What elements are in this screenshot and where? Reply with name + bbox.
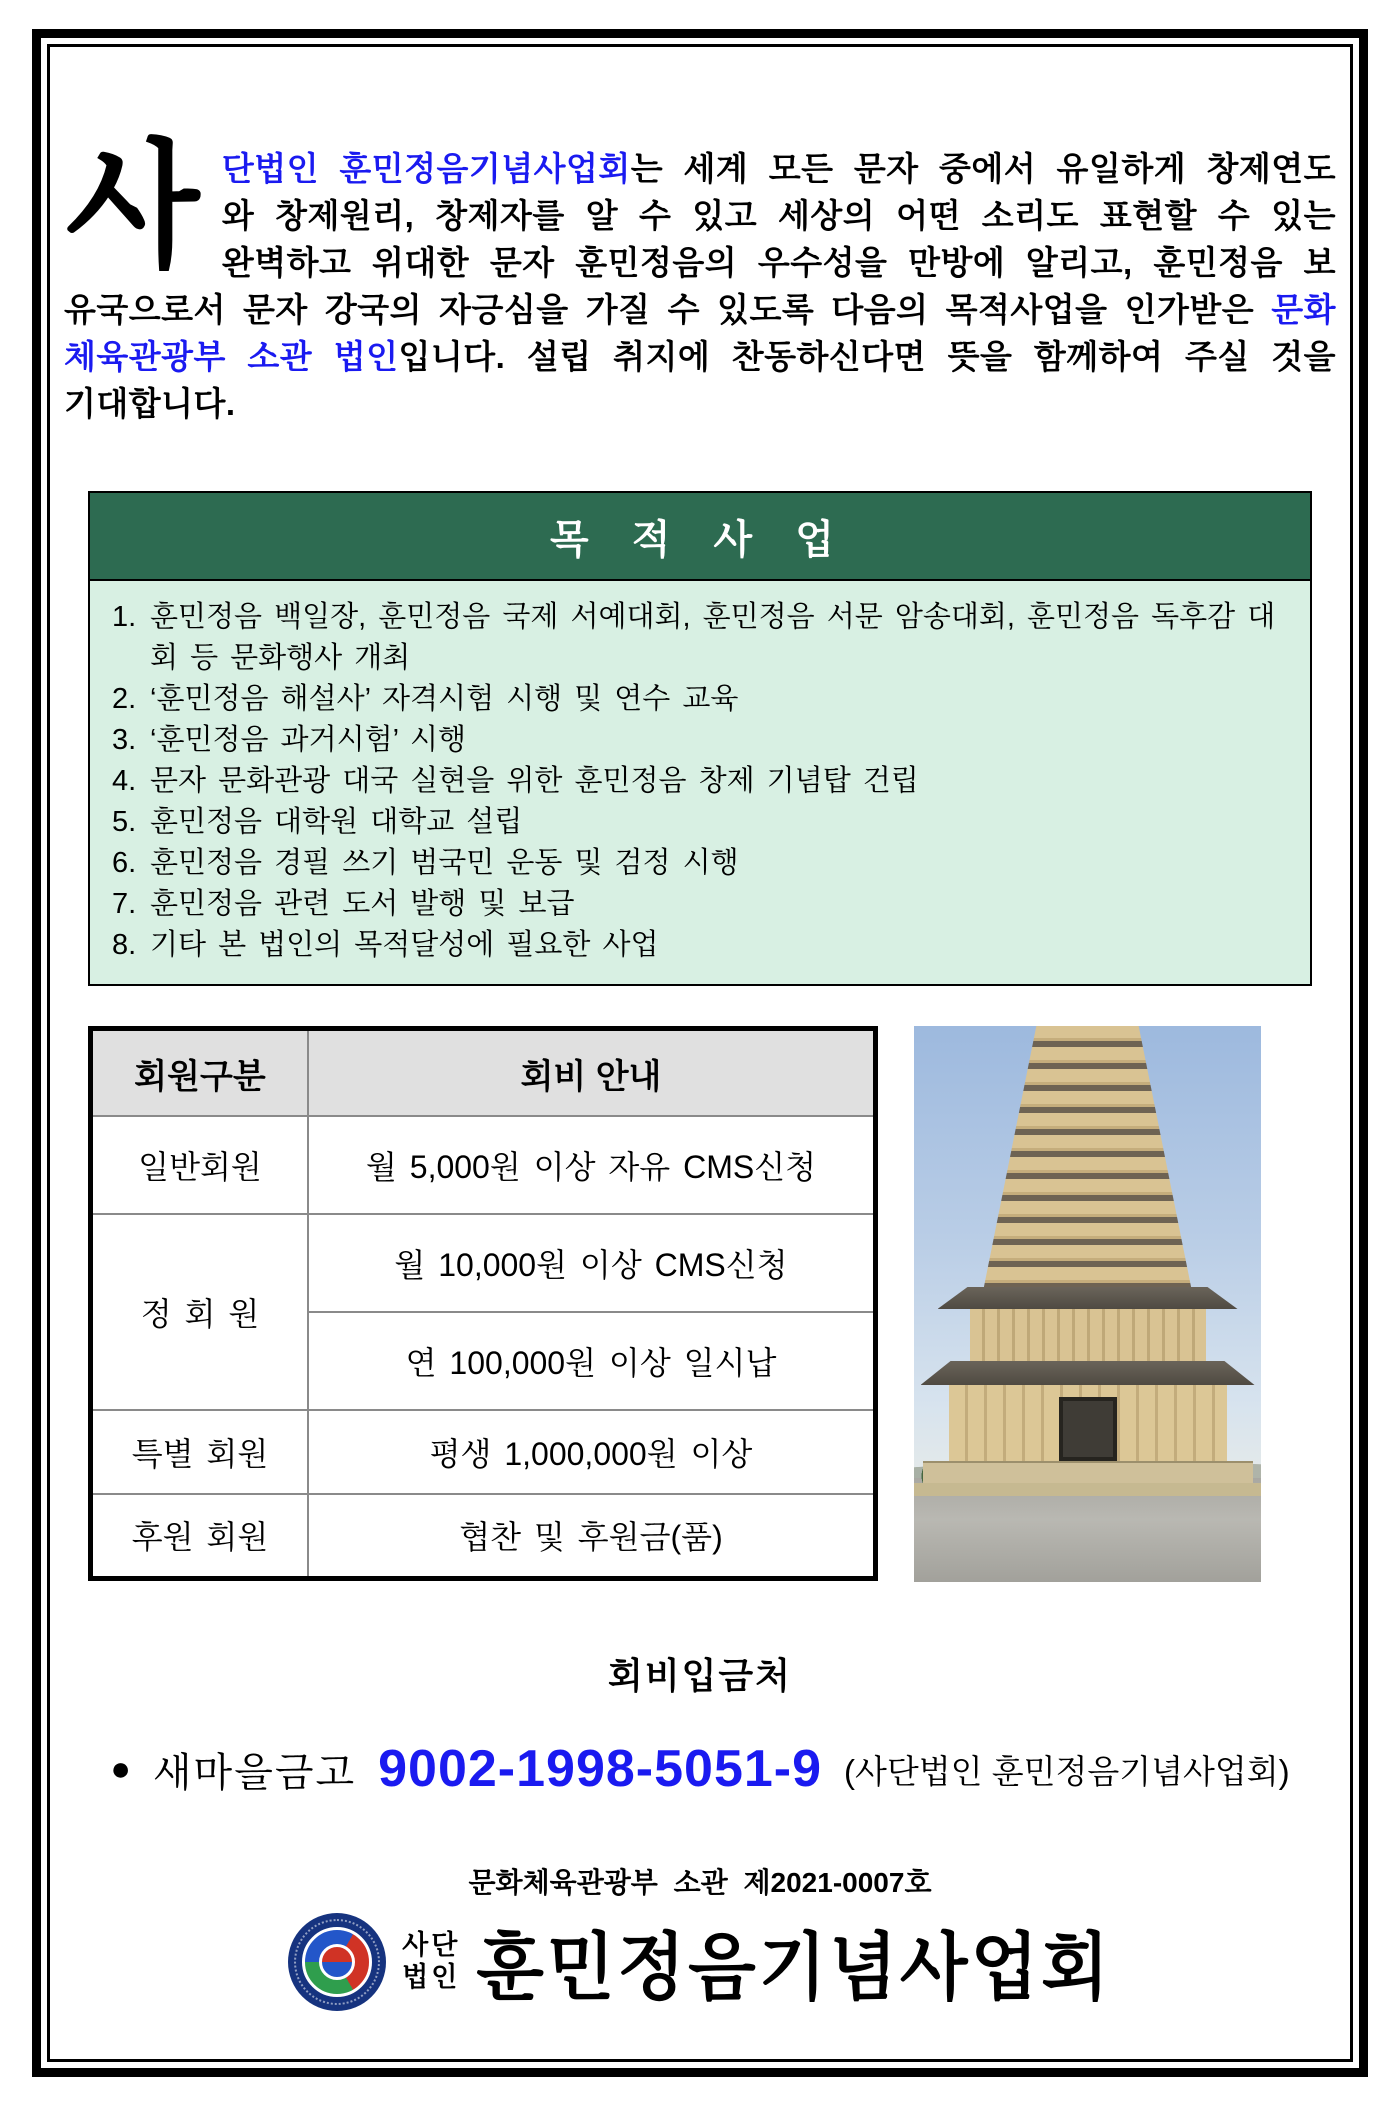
bank-name: 새마을금고 (152, 1750, 357, 1795)
pagoda-door (1059, 1397, 1117, 1461)
org-calligraphy-name: 훈민정음기념사업회 (476, 1928, 1112, 2010)
purpose-item (112, 843, 1292, 884)
pagoda-steps (914, 1483, 1261, 1496)
dropcap: 사 (66, 130, 200, 284)
deposit-title: 회비입금처 (608, 1655, 792, 1696)
pagoda-plinth (923, 1461, 1253, 1483)
table-header-row (91, 1029, 876, 1117)
inner-frame (47, 44, 1353, 2062)
registration-number: 문화체육관광부 소관 제2021-0007호 (468, 1867, 932, 1898)
account-holder: (사단법인 훈민정음기념사업회) (844, 1752, 1290, 1790)
cell-category: 일반회원 (91, 1116, 309, 1214)
col-header-category: 회원구분 (91, 1029, 309, 1117)
cell-category: 후원 회원 (91, 1494, 309, 1578)
item-text: 훈민정음 경필 쓰기 범국민 운동 및 검정 시행 (150, 847, 739, 879)
item-text: ‘훈민정음 해설사’ 자격시험 시행 및 연수 교육 (150, 683, 739, 715)
org-type-label (402, 1930, 460, 1992)
purpose-item (112, 884, 1292, 925)
bullet-icon: ● (110, 1750, 131, 1788)
intro-body-2: 입니다. 설립 취지에 찬동하신다면 뜻을 함께하여 주실 것을 기대합니다. (64, 338, 1336, 422)
taegeuk-icon (319, 1944, 355, 1980)
deposit-line (64, 1739, 1336, 1799)
purpose-item (112, 925, 1292, 966)
item-text: 훈민정음 대학원 대학교 설립 (150, 806, 523, 838)
item-text: 문자 문화관광 대국 실현을 위한 훈민정음 창제 기념탑 건립 (150, 765, 919, 797)
item-number: 3. (112, 724, 137, 756)
pagoda-roof-lower (921, 1361, 1255, 1385)
item-text: 훈민정음 관련 도서 발행 및 보급 (150, 888, 575, 920)
cell-category: 특별 회원 (91, 1410, 309, 1494)
item-number: 5. (112, 806, 137, 838)
item-text: 훈민정음 백일장, 훈민정음 국제 서예대회, 훈민정음 서문 암송대회, 훈민정음 독후감 대회 등 문화행사 개최 (150, 601, 1276, 674)
outer-frame (32, 29, 1368, 2077)
cell-fee: 월 10,000원 이상 CMS신청 (308, 1214, 876, 1312)
pagoda-roof-upper (938, 1287, 1238, 1309)
association-emblem-icon (288, 1913, 386, 2011)
item-number: 4. (112, 765, 137, 797)
pagoda-image (914, 1026, 1261, 1582)
ministry-highlight: 문화체육관광부 소관 법인 (64, 291, 1336, 375)
org-logo-row (64, 1911, 1336, 2012)
item-number: 2. (112, 683, 137, 715)
purpose-item (112, 597, 1292, 679)
table-row (91, 1410, 876, 1494)
purpose-list (90, 581, 1310, 984)
org-type-line2: 법인 (402, 1961, 461, 1992)
purpose-item (112, 720, 1292, 761)
pagoda-tiers (984, 1026, 1192, 1289)
content-area (50, 47, 1350, 2059)
intro-paragraph (64, 130, 1336, 427)
membership-section (88, 1026, 1312, 1582)
cell-fee: 월 5,000원 이상 자유 CMS신청 (308, 1116, 876, 1214)
table-row (91, 1116, 876, 1214)
account-number: 9002-1998-5051-9 (378, 1740, 823, 1798)
purpose-item (112, 679, 1292, 720)
purpose-item (112, 802, 1292, 843)
org-name-highlight: 단법인 훈민정음기념사업회 (221, 150, 631, 187)
item-number: 7. (112, 888, 137, 920)
cell-fee: 평생 1,000,000원 이상 (308, 1410, 876, 1494)
purpose-item (112, 761, 1292, 802)
pagoda-mid-pavilion (970, 1309, 1206, 1361)
table-row (91, 1494, 876, 1578)
item-text: 기타 본 법인의 목적달성에 필요한 사업 (150, 929, 659, 961)
cell-fee: 연 100,000원 이상 일시납 (308, 1312, 876, 1410)
purpose-box (88, 491, 1312, 986)
table-row (91, 1214, 876, 1312)
pagoda-tower (914, 1026, 1261, 1496)
item-number: 6. (112, 847, 137, 879)
membership-table (88, 1026, 878, 1581)
pagoda-base (949, 1385, 1227, 1461)
cell-fee: 협찬 및 후원금(품) (308, 1494, 876, 1578)
cell-category: 정 회 원 (91, 1214, 309, 1410)
item-number: 1. (112, 601, 137, 633)
item-text: ‘훈민정음 과거시험’ 시행 (150, 724, 467, 756)
intro-body-1: 는 세계 모든 문자 중에서 유일하게 창제연도와 창제원리, 창제자를 알 수 있고 세상의 어떤 소리도 표현할 수 있는 완벽하고 위대한 문자 훈민정음의 우수성을 만방에 알리고, 훈민정음 보유국으로서 문자 강국의 자긍심을 가질 수 있도록 다음의 목적사업을 인가받은 (64, 150, 1336, 328)
purpose-title: 목 적 사 업 (90, 493, 1310, 581)
col-header-fee: 회비 안내 (308, 1029, 876, 1117)
item-number: 8. (112, 929, 137, 961)
org-type-line1: 사단 (402, 1930, 461, 1961)
